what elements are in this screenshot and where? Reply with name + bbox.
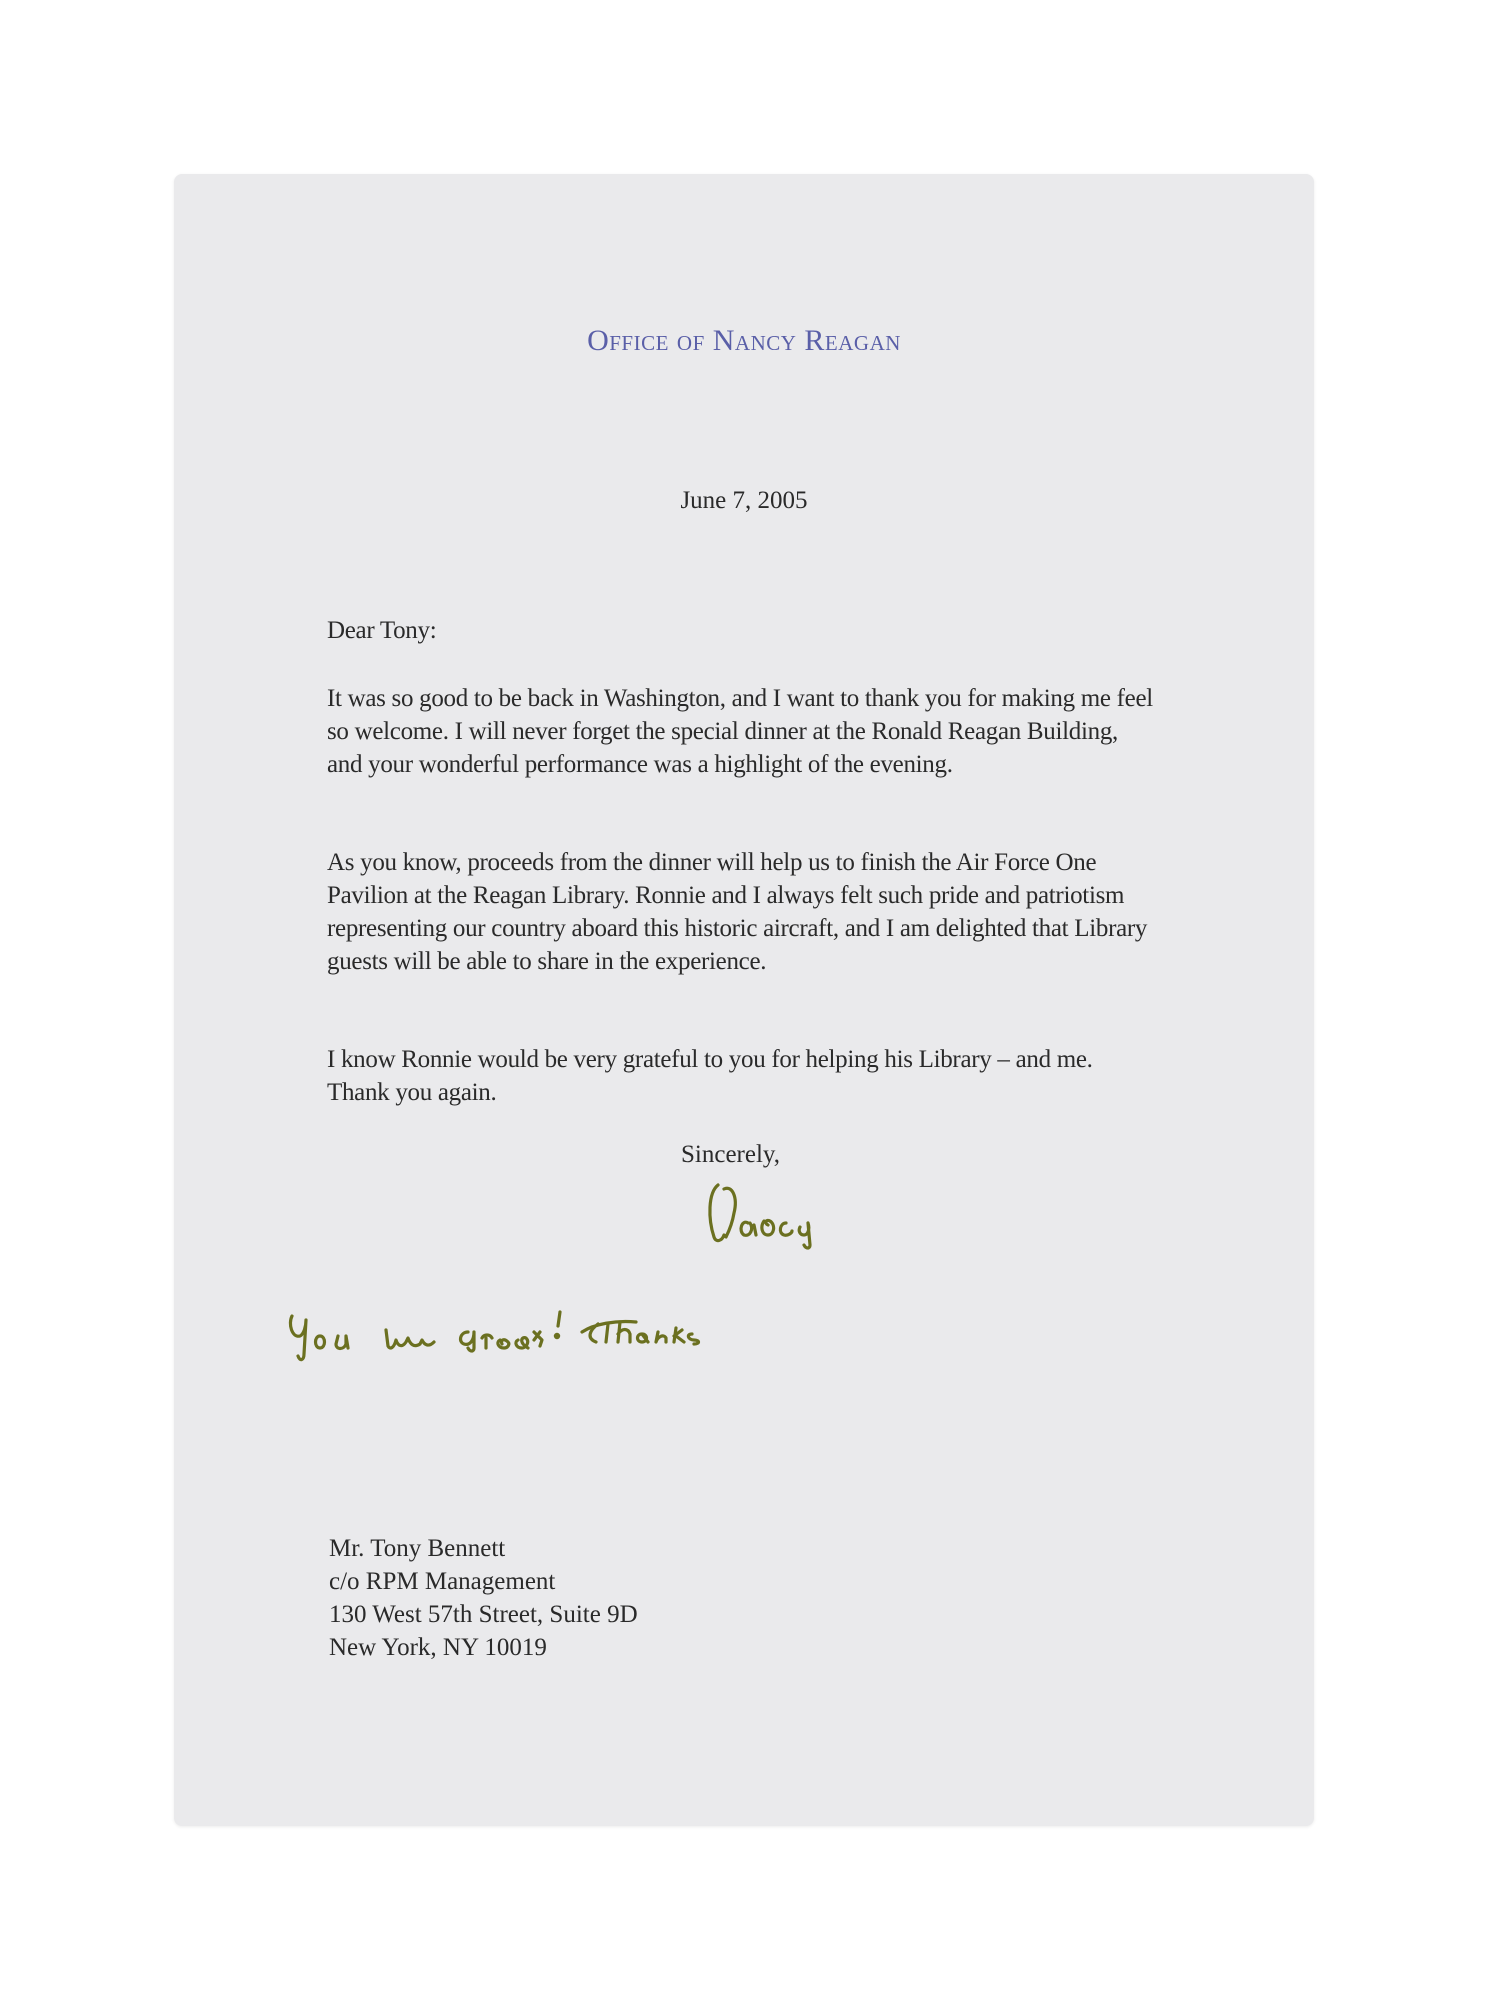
handwritten-signature — [704, 1179, 884, 1259]
recipient-care-of: c/o RPM Management — [329, 1568, 556, 1595]
letter-date: June 7, 2005 — [680, 487, 808, 514]
salutation: Dear Tony: — [327, 617, 437, 644]
handwritten-note — [286, 1302, 846, 1382]
body-paragraph-2: As you know, proceeds from the dinner will help us to finish the Air Force One Pavilion at the Reagan Library. Ronnie and I always felt such pride and patriotism representing our country aboard this historic aircraft, and I am delighted that Library guests will be able to share in the experience. — [327, 849, 1148, 975]
letter-page — [174, 174, 1314, 1826]
recipient-name: Mr. Tony Bennett — [329, 1535, 506, 1562]
recipient-street: 130 West 57th Street, Suite 9D — [329, 1601, 638, 1628]
recipient-address — [329, 1532, 638, 1664]
body-paragraph-3: I know Ronnie would be very grateful to you for helping his Library – and me. Thank you again. — [327, 1046, 1093, 1106]
closing: Sincerely, — [681, 1141, 781, 1168]
recipient-city: New York, NY 10019 — [329, 1634, 547, 1661]
body-paragraph-1: It was so good to be back in Washington, and I want to thank you for making me feel so welcome. I will never forget the special dinner at the Ronald Reagan Building, and your wonderful performance was a highlight of the evening. — [327, 685, 1153, 778]
letterhead: Office of Nancy Reagan — [587, 324, 901, 357]
